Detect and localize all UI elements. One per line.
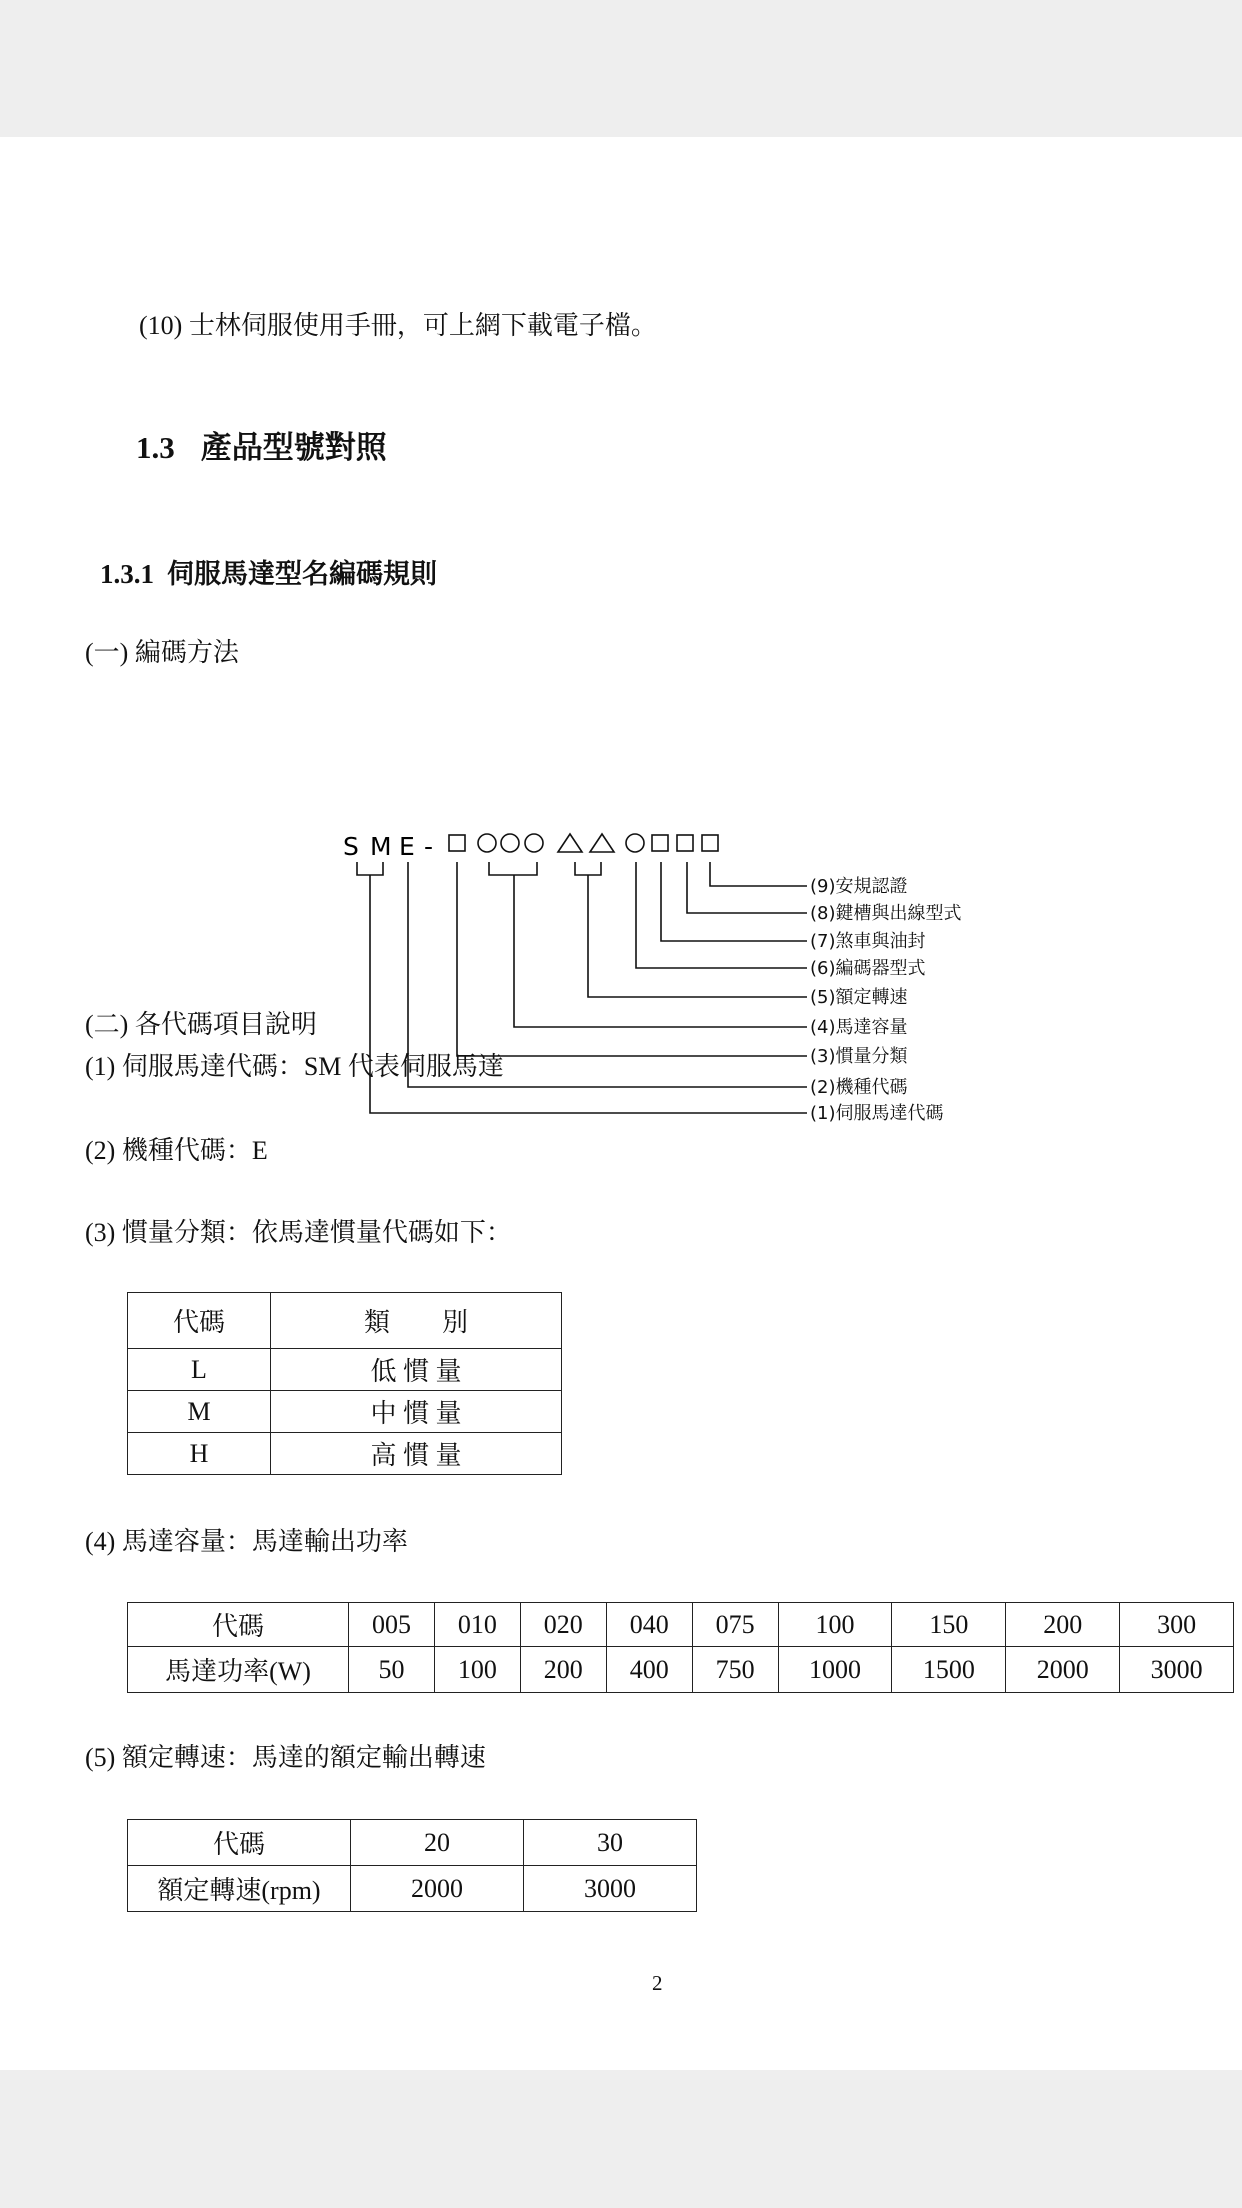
item-rated-speed: (5) 額定轉速：馬達的額定輸出轉速 — [85, 1743, 486, 1772]
label-rated-speed: (5)額定轉速 — [810, 987, 908, 1008]
label-keyway-wiring: (8)鍵槽與出線型式 — [810, 903, 962, 924]
code-symbols — [449, 834, 718, 852]
code-labels — [810, 876, 962, 1124]
section-number: 1.3 — [136, 430, 175, 465]
circle-symbol — [626, 834, 644, 852]
code-char-e: E — [399, 832, 415, 861]
document-page — [0, 137, 1242, 2070]
circle-symbol — [501, 834, 519, 852]
page-number: 2 — [652, 1971, 663, 1995]
table-header-cell: 代碼 — [128, 1603, 349, 1647]
table-cell: 750 — [692, 1647, 778, 1693]
capacity-table — [127, 1602, 1234, 1693]
table-cell: 020 — [520, 1603, 606, 1647]
table-cell: 2000 — [351, 1866, 524, 1912]
intro-item: (10) 士林伺服使用手冊，可上網下載電子檔。 — [139, 311, 657, 340]
table-cell: 3000 — [1120, 1647, 1234, 1693]
table-cell: 30 — [524, 1820, 697, 1866]
table-cell: 005 — [349, 1603, 435, 1647]
table-cell: 20 — [351, 1820, 524, 1866]
table-header-cell: 馬達功率(W) — [128, 1647, 349, 1693]
speed-table — [127, 1819, 697, 1912]
inertia-table — [127, 1292, 562, 1475]
item-servo-motor-code: (1) 伺服馬達代碼：SM 代表伺服馬達 — [85, 1052, 504, 1081]
label-servo-motor-code: (1)伺服馬達代碼 — [810, 1103, 944, 1124]
table-cell: 150 — [892, 1603, 1006, 1647]
item-motor-capacity: (4) 馬達容量：馬達輸出功率 — [85, 1527, 408, 1556]
table-cell: 高 慣 量 — [271, 1433, 562, 1475]
table-cell: 1500 — [892, 1647, 1006, 1693]
square-symbol — [449, 835, 465, 851]
table-header-cell: 代碼 — [128, 1820, 351, 1866]
code-char-m: M — [370, 832, 392, 861]
part1-heading: (一) 編碼方法 — [85, 638, 239, 667]
table-cell: 400 — [606, 1647, 692, 1693]
table-row — [128, 1820, 697, 1866]
part2-heading: (二) 各代碼項目說明 — [85, 1010, 317, 1039]
table-cell: 200 — [1006, 1603, 1120, 1647]
table-cell: 100 — [434, 1647, 520, 1693]
subsection-number: 1.3.1 — [100, 559, 154, 589]
subsection-heading — [100, 552, 437, 591]
table-row — [128, 1349, 562, 1391]
table-row — [128, 1391, 562, 1433]
code-char-dash: - — [424, 832, 434, 861]
circle-symbol — [525, 834, 543, 852]
table-cell: 075 — [692, 1603, 778, 1647]
label-encoder-type: (6)編碼器型式 — [810, 958, 926, 979]
table-header-cell: 類 別 — [271, 1293, 562, 1349]
table-cell: 中 慣 量 — [271, 1391, 562, 1433]
square-symbol — [677, 835, 693, 851]
section-heading — [136, 422, 387, 467]
label-motor-capacity: (4)馬達容量 — [810, 1017, 908, 1038]
code-char-s: S — [343, 832, 359, 861]
label-inertia-class: (3)慣量分類 — [810, 1046, 908, 1067]
table-header-cell: 代碼 — [128, 1293, 271, 1349]
table-cell: M — [128, 1391, 271, 1433]
table-row — [128, 1647, 1234, 1693]
model-code-string — [343, 832, 433, 861]
circle-symbol — [478, 834, 496, 852]
section-title: 產品型號對照 — [200, 430, 387, 465]
table-header-cell: 額定轉速(rpm) — [128, 1866, 351, 1912]
triangle-symbol — [590, 834, 614, 852]
table-cell: 300 — [1120, 1603, 1234, 1647]
table-cell: 010 — [434, 1603, 520, 1647]
table-row — [128, 1603, 1234, 1647]
table-cell: H — [128, 1433, 271, 1475]
table-cell: 50 — [349, 1647, 435, 1693]
item-model-code: (2) 機種代碼：E — [85, 1136, 268, 1165]
triangle-symbol — [558, 834, 582, 852]
square-symbol — [702, 835, 718, 851]
label-brake-seal: (7)煞車與油封 — [810, 931, 926, 952]
table-cell: 100 — [778, 1603, 892, 1647]
table-cell: 2000 — [1006, 1647, 1120, 1693]
item-inertia-class: (3) 慣量分類：依馬達慣量代碼如下： — [85, 1218, 512, 1247]
table-header-row — [128, 1293, 562, 1349]
table-cell: 200 — [520, 1647, 606, 1693]
square-symbol — [652, 835, 668, 851]
table-cell: 3000 — [524, 1866, 697, 1912]
table-cell: 低 慣 量 — [271, 1349, 562, 1391]
table-row — [128, 1433, 562, 1475]
label-certification: (9)安規認證 — [810, 876, 908, 897]
label-model-code: (2)機種代碼 — [810, 1077, 908, 1098]
table-cell: L — [128, 1349, 271, 1391]
table-cell: 040 — [606, 1603, 692, 1647]
table-cell: 1000 — [778, 1647, 892, 1693]
subsection-title: 伺服馬達型名編碼規則 — [167, 559, 437, 589]
table-row — [128, 1866, 697, 1912]
